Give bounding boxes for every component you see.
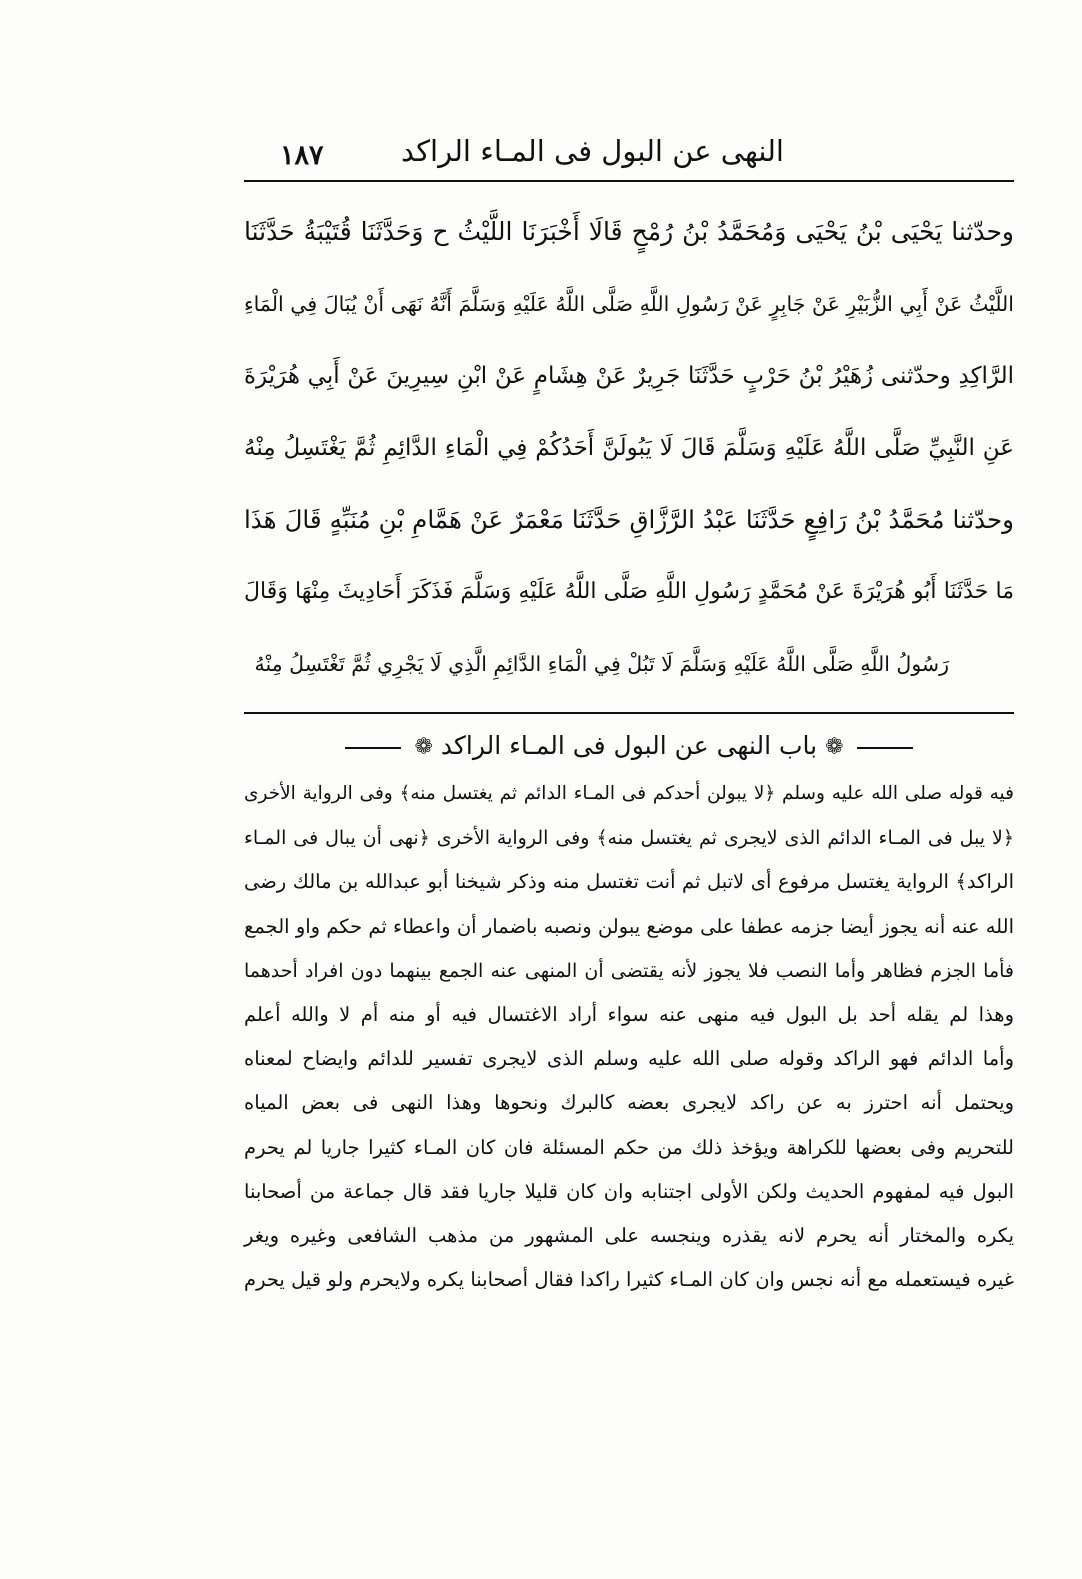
commentary-line: الله عنه أنه يجوز أيضا جزمه عطفا على موضع يبولن ونصبه باضمار أن واعطاء ثم حكم واو الجمع <box>244 914 1014 938</box>
commentary-line: البول فيه لمفهوم الحديث ولكن الأولى اجتنابه وان كان قليلا جاريا فقد قال جماعة من أصحابنا <box>244 1179 1014 1203</box>
heading-dash-left <box>345 747 401 749</box>
hadith-line: عَنِ النَّبِيِّ صَلَّى اللَّهُ عَلَيْهِ وَسَلَّمَ قَالَ لَا يَبُولَنَّ أَحَدُكُمْ فِي الْمَاءِ الدَّائِمِ ثُمَّ يَغْتَسِلُ مِنْهُ <box>244 435 1014 461</box>
commentary-line: وهذا لم يقله أحد بل البول فيه منهى عنه سواء أراد الاغتسال فيه أو منه أم لا والله أعلم <box>244 1002 1014 1026</box>
commentary-line: فأما الجزم فظاهر وأما النصب فلا يجوز لأنه يقتضى أن المنهى عنه الجمع بينهما دون افراد أحدهما <box>244 959 1014 982</box>
hadith-line: وحدّثنا مُحَمَّدُ بْنُ رَافِعٍ حَدَّثَنَا عَبْدُ الرَّزَّاقِ حَدَّثَنَا مَعْمَرٌ عَنْ هَمَّامِ بْنِ مُنَبِّهٍ قَالَ هَذَا <box>244 505 1014 534</box>
page-header <box>244 126 1014 178</box>
commentary-line: ويحتمل أنه احترز به عن راكد لايجرى بعضه كالبرك ونحوها وهذا النهى فى بعض المياه <box>244 1091 1014 1115</box>
ornament-right-icon: ❁ <box>825 734 844 760</box>
commentary-text <box>244 772 1014 1302</box>
hadith-line: رَسُولُ اللَّهِ صَلَّى اللَّهُ عَلَيْهِ وَسَلَّمَ لَا تَبُلْ فِي الْمَاءِ الدَّائِمِ الَّذِي لَا يَجْرِي ثُمَّ تَغْتَسِلُ مِنْهُ <box>254 652 949 676</box>
running-title: النهى عن البول فى المـاء الراكد <box>401 134 784 168</box>
chapter-title: باب النهى عن البول فى المـاء الراكد <box>440 731 818 760</box>
page-number: ١٨٧ <box>280 140 324 171</box>
heading-dash-right <box>857 747 913 749</box>
hadith-line: الرَّاكِدِ وحدّثنى زُهَيْرُ بْنُ حَرْبٍ حَدَّثَنَا جَرِيرٌ عَنْ هِشَامٍ عَنْ ابْنِ سِيرِينَ عَنْ أَبِي هُرَيْرَةَ <box>244 363 1014 389</box>
hadith-line: وحدّثنا يَحْيَى بْنُ يَحْيَى وَمُحَمَّدُ بْنُ رُمْحٍ قَالَا أَخْبَرَنَا اللَّيْثُ ح وَحَدَّثَنَا قُتَيْبَةُ حَدَّثَنَا <box>244 217 1014 246</box>
hadith-text <box>244 196 1014 700</box>
commentary-line: الراكد﴾ الرواية يغتسل مرفوع أى لاتبل ثم أنت تغتسل منه وذكر شيخنا أبو عبدالله بن مالك رضى <box>244 870 1014 894</box>
commentary-line: يكره والمختار أنه يحرم لانه يقذره وينجسه على المشهور من مذهب الشافعى وغيره ويغر <box>244 1223 1014 1247</box>
section-rule <box>244 712 1014 714</box>
commentary-line: غيره فيستعمله مع أنه نجس وان كان المـاء كثيرا راكدا فقال أصحابنا يكره ولايحرم ولو قيل يحرم <box>244 1268 1014 1292</box>
header-rule <box>244 180 1014 182</box>
commentary-line: للتحريم وفى بعضها للكراهة ويؤخذ ذلك من حكم المسئلة فان كان المـاء كثيرا جاريا لم يحرم <box>244 1135 1014 1159</box>
commentary-line: فيه قوله صلى الله عليه وسلم ﴿لا يبولن أحدكم فى المـاء الدائم ثم يغتسل منه﴾ وفى الرواية الأخرى <box>244 783 1014 804</box>
ornament-left-icon: ❁ <box>414 734 433 760</box>
commentary-line: ﴿لا يبل فى المـاء الدائم الذى لايجرى ثم يغتسل منه﴾ وفى الرواية الأخرى ﴿نهى أن يبال فى المـاء <box>244 827 1014 850</box>
commentary-line: وأما الدائم فهو الراكد وقوله صلى الله عليه وسلم الذى لايجرى تفسير للدائم وايضاح لمعناه <box>244 1047 1014 1071</box>
chapter-heading <box>244 724 1014 768</box>
hadith-line: مَا حَدَّثَنَا أَبُو هُرَيْرَةَ عَنْ مُحَمَّدٍ رَسُولِ اللَّهِ صَلَّى اللَّهُ عَلَيْهِ وَسَلَّمَ فَذَكَرَ أَحَادِيثَ مِنْهَا وَقَالَ <box>244 579 1014 604</box>
hadith-line: اللَّيْثُ عَنْ أَبِي الزُّبَيْرِ عَنْ جَابِرٍ عَنْ رَسُولِ اللَّهِ صَلَّى اللَّهُ عَلَيْهِ وَسَلَّمَ أَنَّهُ نَهَى أَنْ يُبَالَ فِي الْمَاءِ <box>244 292 1014 316</box>
